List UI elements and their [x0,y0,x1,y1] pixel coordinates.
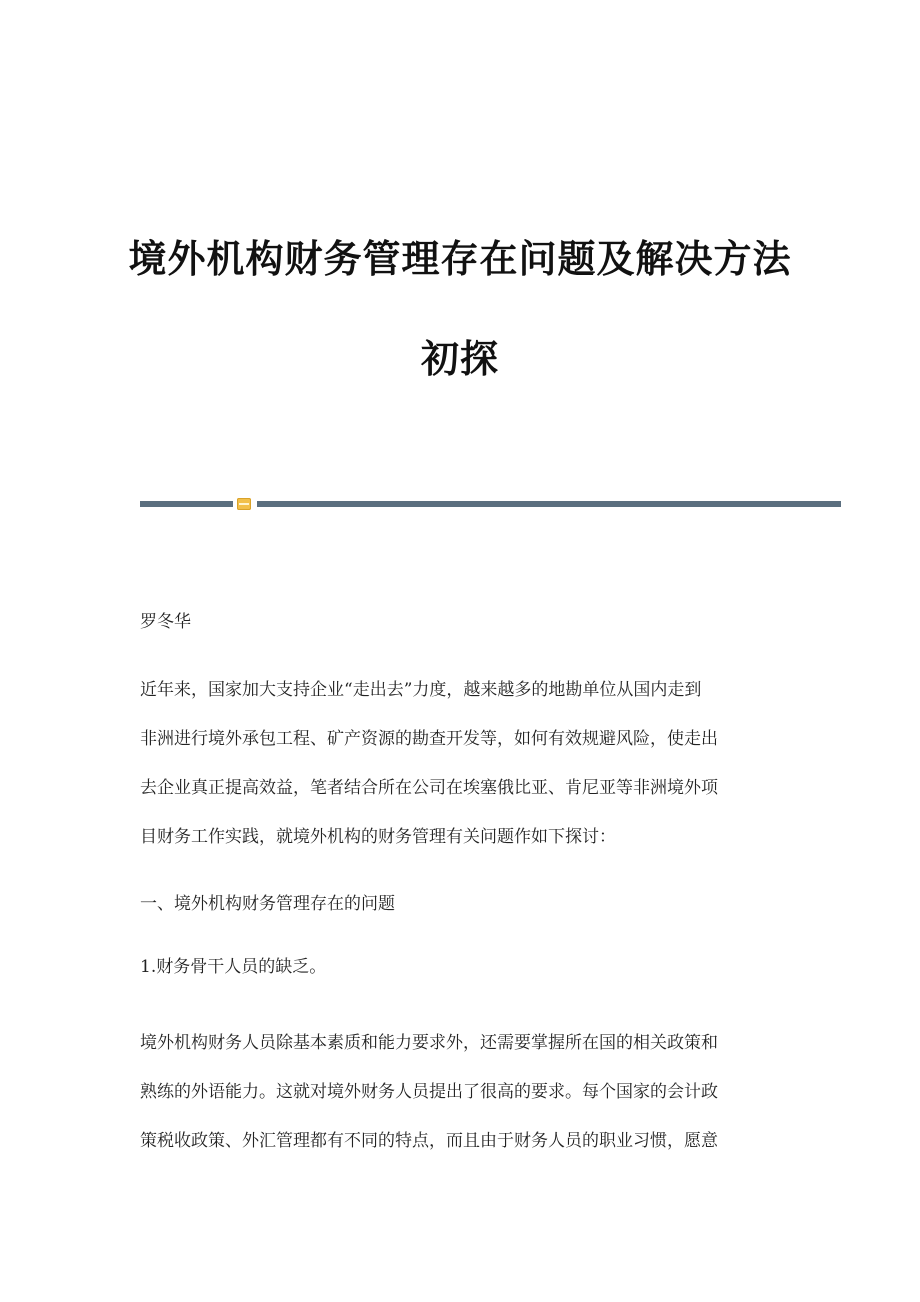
document-title-line-2: 初探 [420,337,499,381]
title-divider [140,498,841,510]
section-heading-text: 一、境外机构财务管理存在的问题 [140,894,395,914]
subsection-heading [140,943,780,992]
section-heading [140,880,780,929]
divider-bar-left [140,501,233,507]
paragraph-line: 目财务工作实践，就境外机构的财务管理有关问题作如下探讨： [140,827,616,847]
document-title-line-1: 境外机构财务管理存在问题及解决方法 [128,237,792,281]
subsection-heading-text: 1.财务骨干人员的缺乏。 [140,957,327,977]
paragraph-line: 境外机构财务人员除基本素质和能力要求外，还需要掌握所在国的相关政策和 [140,1033,718,1053]
author-name [140,598,780,647]
intro-paragraph [140,666,780,862]
paragraph-line: 策税收政策、外汇管理都有不同的特点，而且由于财务人员的职业习惯，愿意 [140,1131,718,1151]
paragraph-line: 近年来，国家加大支持企业“走出去”力度，越来越多的地勘单位从国内走到 [140,680,702,700]
author-line: 罗冬华 [140,612,191,632]
paragraph-line: 熟练的外语能力。这就对境外财务人员提出了很高的要求。每个国家的会计政 [140,1082,718,1102]
divider-bar-right [257,501,841,507]
body-paragraph [140,1019,780,1166]
divider-ornament-icon [237,498,251,510]
paragraph-line: 非洲进行境外承包工程、矿产资源的勘查开发等，如何有效规避风险，使走出 [140,729,718,749]
paragraph-line: 去企业真正提高效益，笔者结合所在公司在埃塞俄比亚、肯尼亚等非洲境外项 [140,778,718,798]
